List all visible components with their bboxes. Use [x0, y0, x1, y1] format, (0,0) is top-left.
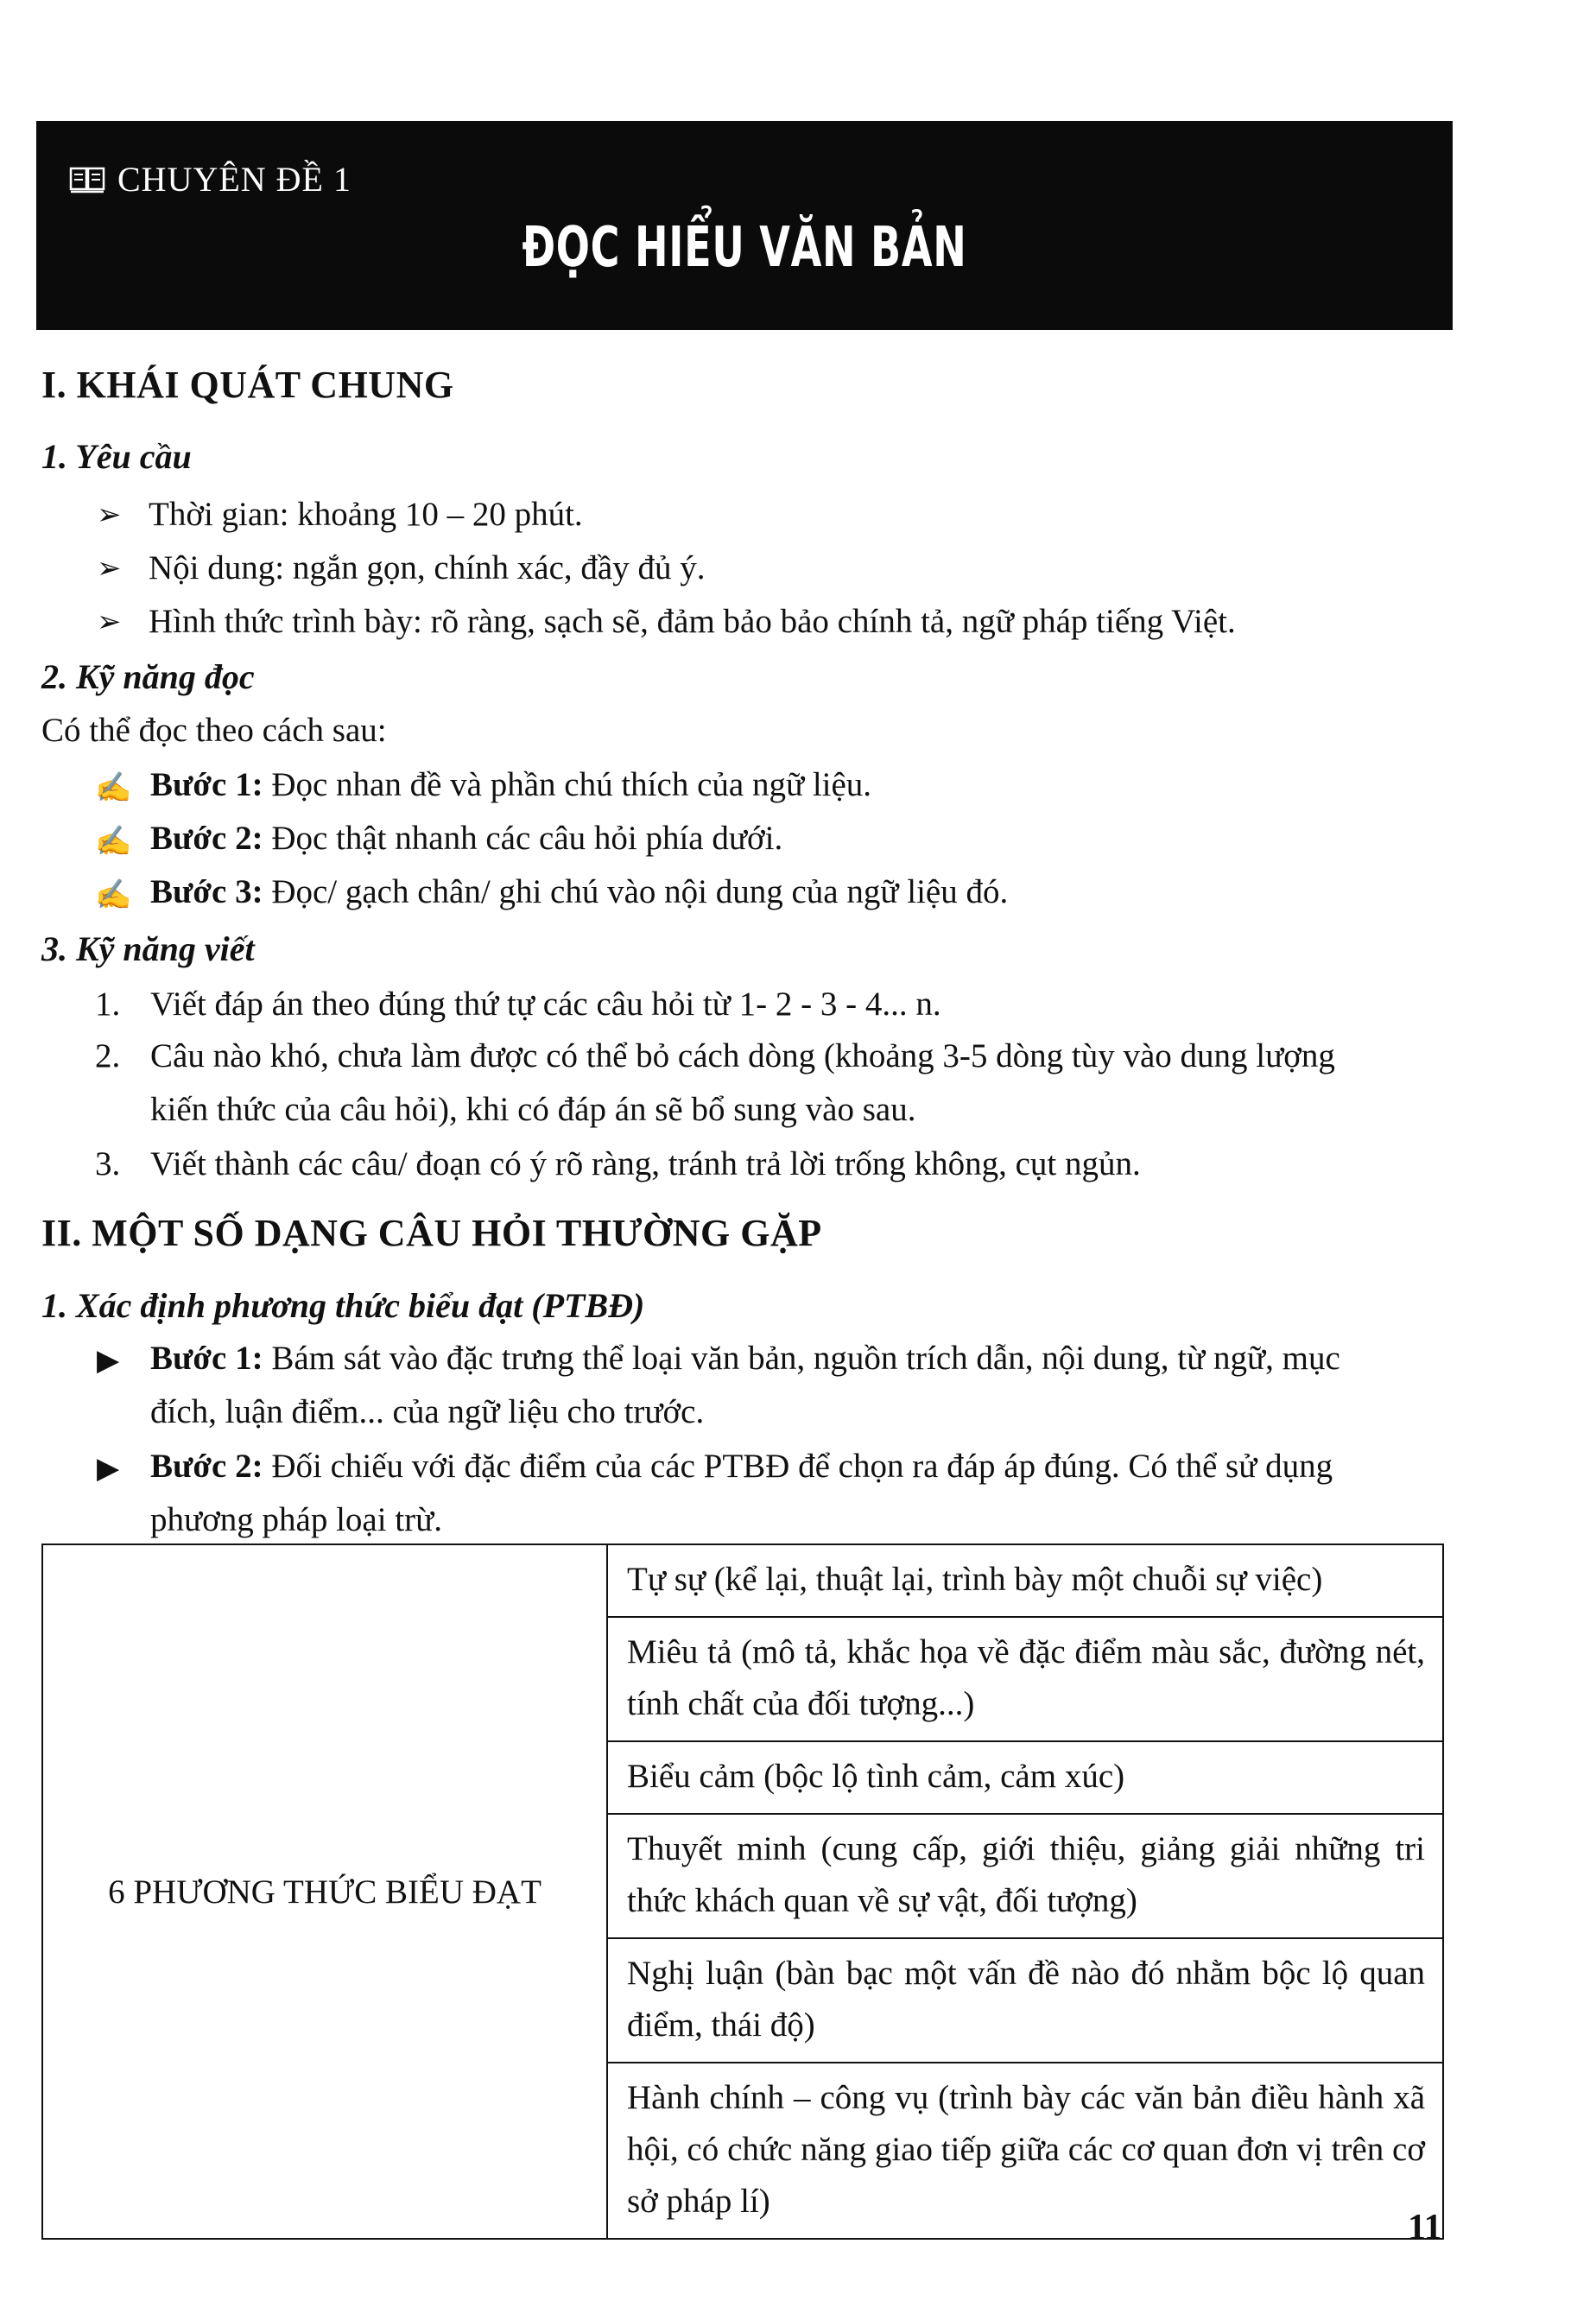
arrow-bullet-icon: ➢ [97, 499, 122, 531]
table-cell: Miêu tả (mô tả, khắc họa về đặc điểm màu sắc, đường nét, tính chất của đối tượng...) [607, 1617, 1443, 1741]
step-continuation: phương pháp loại trừ. [150, 1501, 443, 1538]
list-item: Thời gian: khoảng 10 – 20 phút. [149, 496, 583, 533]
table-cell: Nghị luận (bàn bạc một vấn đề nào đó nhằm bộc lộ quan điểm, thái độ) [607, 1938, 1443, 2063]
table-cell: Biểu cảm (bộc lộ tình cảm, cảm xúc) [607, 1741, 1443, 1814]
expression-modes-table [41, 1544, 1444, 2240]
table-cell: Tự sự (kể lại, thuật lại, trình bày một chuỗi sự việc) [607, 1544, 1443, 1617]
step-text: Bám sát vào đặc trưng thể loại văn bản, nguồn trích dẫn, nội dung, từ ngữ, mục [263, 1340, 1340, 1377]
step-text: Đọc nhan đề và phần chú thích của ngữ liệu. [263, 766, 872, 803]
table-row [42, 1544, 1443, 1617]
table-left-cell: 6 PHƯƠNG THỨC BIỂU ĐẠT [42, 1544, 607, 2239]
list-item-continuation: kiến thức của câu hỏi), khi có đáp án sẽ bổ sung vào sau. [150, 1091, 916, 1128]
arrow-bullet-icon: ➢ [97, 553, 122, 585]
list-number: 3. [95, 1145, 121, 1182]
step-label: Bước 1: [150, 1340, 263, 1377]
step-item [150, 1447, 1333, 1486]
step-label: Bước 2: [150, 1448, 263, 1485]
step-label: Bước 3: [150, 873, 263, 910]
chapter-label [69, 159, 352, 200]
subsection-heading: 1. Yêu cầu [41, 437, 192, 476]
subsection-heading: 1. Xác định phương thức biểu đạt (PTBĐ) [41, 1286, 645, 1325]
subsection-heading: 3. Kỹ năng viết [41, 929, 255, 968]
paragraph: Có thể đọc theo cách sau: [41, 712, 387, 749]
step-label: Bước 2: [150, 820, 263, 857]
list-item: Viết thành các câu/ đoạn có ý rõ ràng, tránh trả lời trống không, cụt ngủn. [150, 1145, 1141, 1182]
section-heading: II. MỘT SỐ DẠNG CÂU HỎI THƯỜNG GẶP [41, 1212, 822, 1254]
triangle-bullet-icon: ▶ [97, 1345, 120, 1377]
step-text: Đọc/ gạch chân/ ghi chú vào nội dung của ngữ liệu đó. [263, 873, 1009, 910]
list-item: Nội dung: ngắn gọn, chính xác, đầy đủ ý. [149, 549, 706, 586]
book-icon [69, 166, 105, 193]
chapter-banner [36, 121, 1453, 330]
writing-hand-icon: ✍ [95, 879, 132, 911]
step-item [150, 819, 782, 858]
writing-hand-icon: ✍ [95, 772, 132, 804]
chapter-number: CHUYÊN ĐỀ 1 [117, 160, 352, 199]
step-item [150, 765, 871, 804]
list-item: Viết đáp án theo đúng thứ tự các câu hỏi từ 1- 2 - 3 - 4... n. [150, 986, 941, 1023]
subsection-heading: 2. Kỹ năng đọc [41, 657, 255, 696]
arrow-bullet-icon: ➢ [97, 606, 122, 638]
writing-hand-icon: ✍ [95, 826, 132, 858]
step-item [150, 872, 1008, 911]
step-text: Đối chiếu với đặc điểm của các PTBĐ để chọn ra đáp áp đúng. Có thể sử dụng [263, 1448, 1333, 1485]
list-item: Hình thức trình bày: rõ ràng, sạch sẽ, đảm bảo bảo chính tả, ngữ pháp tiếng Việt. [149, 603, 1236, 640]
triangle-bullet-icon: ▶ [97, 1453, 120, 1485]
table-cell: Thuyết minh (cung cấp, giới thiệu, giảng giải những tri thức khách quan về sự vật, đối tượng) [607, 1814, 1443, 1938]
section-heading: I. KHÁI QUÁT CHUNG [41, 364, 454, 406]
step-label: Bước 1: [150, 766, 263, 803]
step-item [150, 1339, 1340, 1378]
chapter-title: ĐỌC HIỂU VĂN BẢN [522, 216, 967, 280]
step-continuation: đích, luận điểm... của ngữ liệu cho trước. [150, 1393, 705, 1430]
list-number: 2. [95, 1037, 121, 1074]
step-text: Đọc thật nhanh các câu hỏi phía dưới. [263, 820, 783, 857]
list-number: 1. [95, 986, 121, 1023]
table-cell: Hành chính – công vụ (trình bày các văn bản điều hành xã hội, có chức năng giao tiếp giữa các cơ quan đơn vị trên cơ sở pháp lí) [607, 2063, 1443, 2239]
page-number: 11 [1408, 2208, 1442, 2247]
list-item: Câu nào khó, chưa làm được có thể bỏ cách dòng (khoảng 3-5 dòng tùy vào dung lượng [150, 1037, 1335, 1074]
